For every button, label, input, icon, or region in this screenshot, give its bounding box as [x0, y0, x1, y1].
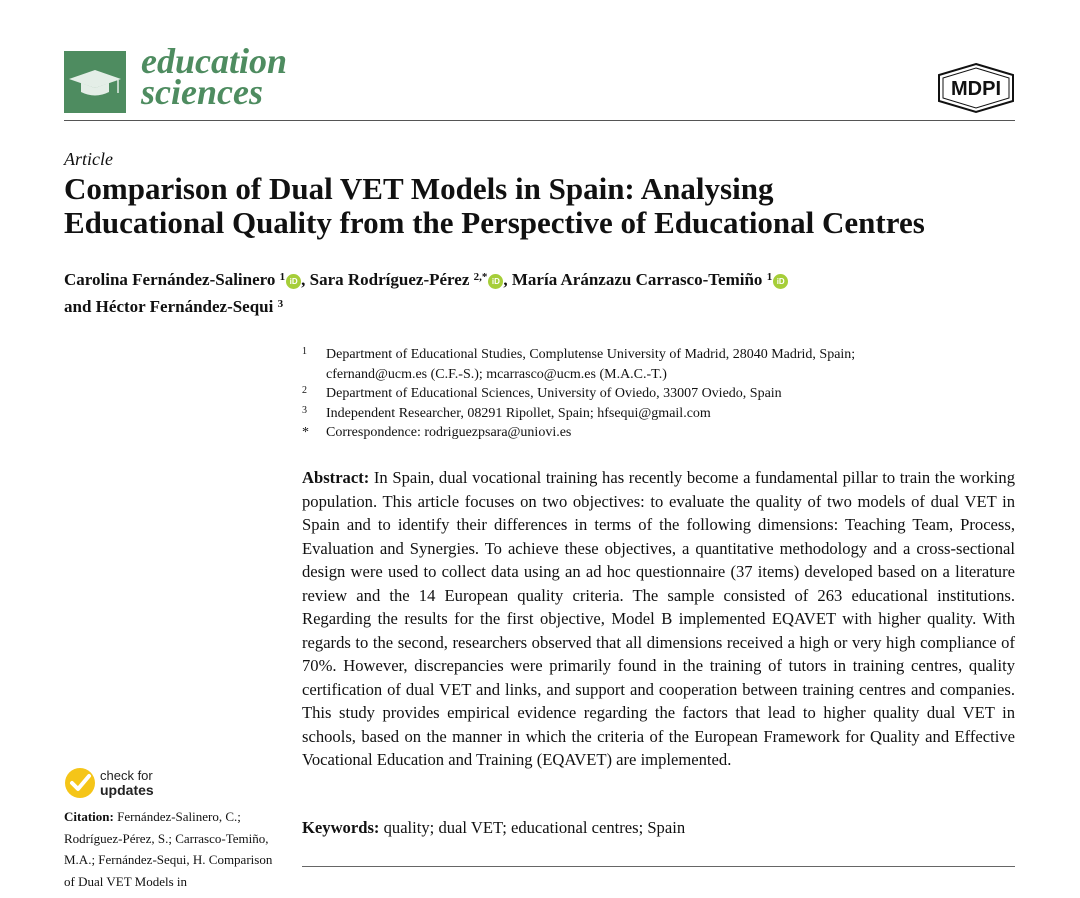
- keywords: [302, 816, 1015, 840]
- author-separator: ,: [301, 270, 310, 289]
- paper-title: [64, 172, 1024, 240]
- citation-block: [64, 806, 286, 892]
- abstract-text: In Spain, dual vocational training has recently become a fundamental pillar to train the working population. This article focuses on two objectives: to evaluate the quality of two models of dual VET in Spain and to identify their differences in terms of the following dimensions: Teaching Team, Process, Evaluation and Synergies. To achieve these objectives, a quantitative methodology and a cross-sectional design were used to collect data using an ad hoc questionnaire (37 items) developed based on a literature review and the 14 European quality criteria. The sample consisted of 263 educational institutions. Regarding the results for the first objective, Model B implemented EQAVET with higher quality. With regards to the second, researchers observed that all dimensions received a high or very high compliance of 70%. However, discrepancies were primarily found in the training of tutors in training centres, quality certification of dual VET and links, and support and cooperation between training centres and companies. This study provides empirical evidence regarding the factors that lead to higher quality dual VET in schools, based on the manner in which the criteria of the European Framework for Quality and Effective Vocational Education and Training (EQAVET) are implemented.: [302, 468, 1015, 769]
- journal-logo-icon: [64, 51, 126, 113]
- abstract: [302, 466, 1015, 772]
- article-type: Article: [64, 149, 113, 169]
- correspondence-item: [302, 423, 1022, 443]
- author-line-2: [64, 292, 1014, 319]
- publisher-logo: [936, 62, 1016, 114]
- affiliation-item: [302, 404, 1022, 424]
- affiliation-number: 3: [302, 404, 307, 416]
- header-divider: [64, 120, 1015, 121]
- correspondence-text[interactable]: Correspondence: rodriguezpsara@uniovi.es: [326, 425, 572, 440]
- correspondence-marker: *: [302, 425, 309, 440]
- affiliation-line: Department of Educational Studies, Complutense University of Madrid, 28040 Madrid, Spain;: [326, 347, 856, 362]
- author-prefix: and: [64, 297, 96, 316]
- author-name[interactable]: Carolina Fernández-Salinero: [64, 270, 276, 289]
- author-name[interactable]: Héctor Fernández-Sequi: [95, 297, 274, 316]
- author-line-1: [64, 265, 1014, 292]
- orcid-icon[interactable]: iD: [286, 274, 301, 289]
- updates-label: updates: [100, 782, 154, 798]
- mdpi-hexagon-icon: [936, 62, 1016, 114]
- author-name[interactable]: Sara Rodríguez-Pérez: [309, 270, 470, 289]
- check-for-updates-button[interactable]: [64, 766, 254, 802]
- check-badge-icon: [64, 767, 96, 799]
- author-affiliation-sup: 1: [279, 271, 286, 283]
- author-name[interactable]: María Aránzazu Carrasco-Temiño: [511, 270, 763, 289]
- abstract-label: Abstract:: [302, 468, 370, 487]
- author-separator: ,: [503, 270, 512, 289]
- affiliation-text: Independent Researcher, 08291 Ripollet, Spain; hfsequi@gmail.com: [326, 405, 711, 421]
- affiliations: [302, 345, 1022, 443]
- title-line-2: Educational Quality from the Perspective of Educational Centres: [64, 205, 925, 240]
- citation-label: Citation:: [64, 809, 114, 824]
- citation-text: Fernández-Salinero, C.; Rodríguez-Pérez, S.; Carrasco-Temiño, M.A.; Fernández-Sequi, H. Comparison of Dual VET Models in: [64, 809, 273, 889]
- orcid-icon[interactable]: iD: [488, 274, 503, 289]
- journal-name-line2: sciences: [141, 72, 263, 112]
- author-list: [64, 265, 1014, 319]
- affiliation-number: 2: [302, 385, 307, 396]
- affiliation-item: [302, 345, 1022, 384]
- author-affiliation-sup: 3: [277, 298, 284, 310]
- publisher-name: MDPI: [951, 78, 1001, 100]
- author-affiliation-sup: 1: [766, 271, 773, 283]
- journal-name-line1: education: [141, 41, 288, 81]
- keywords-text: quality; dual VET; educational centres; Spain: [383, 818, 686, 837]
- affiliation-number: 1: [302, 346, 307, 357]
- affiliation-text: Department of Educational Sciences, University of Oviedo, 33007 Oviedo, Spain: [326, 386, 782, 401]
- journal-name: [141, 41, 288, 112]
- title-line-1: Comparison of Dual VET Models in Spain: Analysing: [64, 171, 774, 206]
- graduation-cap-icon: [64, 51, 126, 113]
- check-for-label: check for: [100, 768, 153, 783]
- affiliation-emails[interactable]: cfernand@ucm.es (C.F.-S.); mcarrasco@ucm.es (M.A.C.-T.): [326, 366, 667, 382]
- author-affiliation-sup: 2,*: [473, 271, 488, 283]
- affiliation-text: [326, 345, 1022, 384]
- affiliation-item: [302, 384, 1022, 404]
- keywords-label: Keywords:: [302, 818, 380, 837]
- section-divider: [302, 866, 1015, 867]
- orcid-icon[interactable]: iD: [773, 274, 788, 289]
